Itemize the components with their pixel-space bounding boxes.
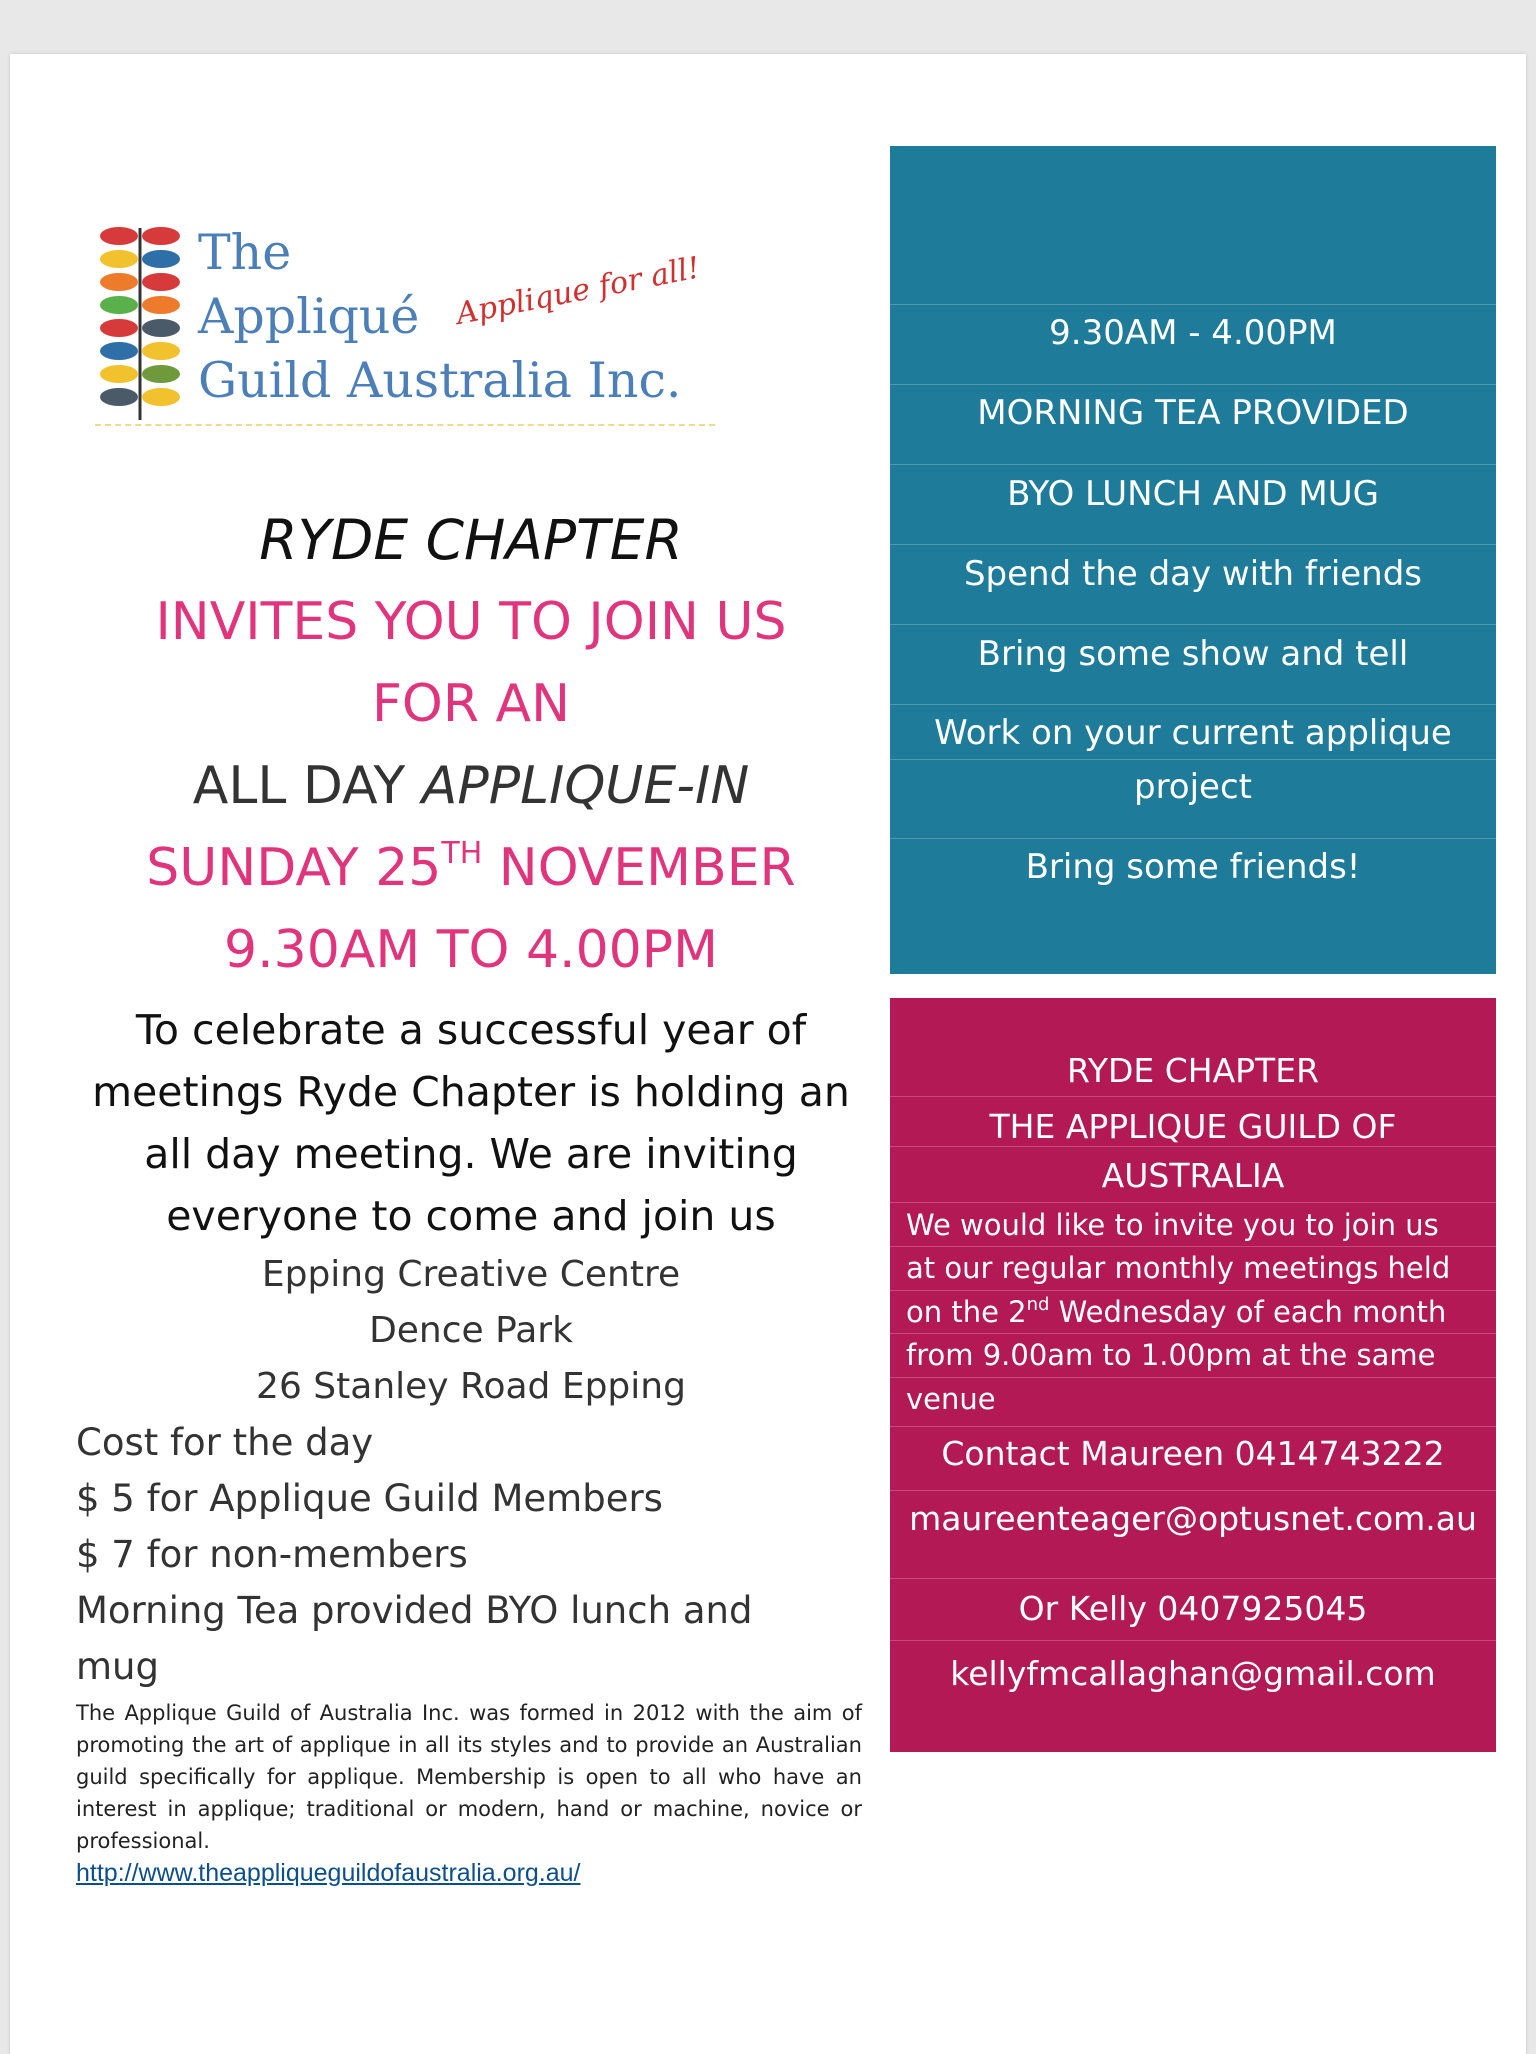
row-divider [890, 704, 1496, 705]
contact-guild-line-2: AUSTRALIA [1101, 1156, 1285, 1195]
detail-morning-tea: MORNING TEA PROVIDED [977, 393, 1409, 433]
row-divider [890, 1096, 1496, 1097]
cost-non-members: $ 7 for non-members [76, 1533, 468, 1576]
event-prefix: ALL DAY [192, 756, 422, 816]
invite-line-2: FOR AN [372, 674, 570, 734]
row-divider [890, 1578, 1496, 1579]
celebrate-line: To celebrate a successful year of [135, 1006, 807, 1054]
invite-line [890, 1291, 1486, 1335]
guild-logo [95, 219, 715, 431]
invite-line: from 9.00am to 1.00pm at the same [906, 1338, 1436, 1372]
contact-maureen: Contact Maureen 0414743222 [941, 1434, 1445, 1473]
celebrate-line: everyone to come and join us [166, 1192, 776, 1240]
details-panel [890, 146, 1496, 974]
row-divider [890, 624, 1496, 625]
email-kelly[interactable]: kellyfmcallaghan@gmail.com [950, 1654, 1436, 1693]
invite-line-1: INVITES YOU TO JOIN US [155, 592, 787, 652]
cost-note: Morning Tea provided BYO lunch and [76, 1589, 753, 1632]
logo-line-3: Guild Australia Inc. [198, 352, 682, 409]
chapter-title: RYDE CHAPTER [259, 508, 683, 572]
venue-name: Epping Creative Centre [261, 1254, 681, 1295]
row-divider [890, 1202, 1496, 1203]
detail-bring-friends: Bring some friends! [1025, 847, 1361, 887]
email-maureen[interactable]: maureenteager@optusnet.com.au [909, 1499, 1477, 1538]
date-month: NOVEMBER [482, 838, 796, 898]
detail-time: 9.30AM - 4.00PM [1049, 313, 1337, 353]
event-time: 9.30AM TO 4.00PM [224, 920, 718, 980]
event-title [76, 745, 866, 827]
cost-note-cont: mug [76, 1645, 159, 1688]
logo-wordmark [198, 221, 681, 413]
date-suffix: TH [441, 836, 483, 871]
celebrate-line: meetings Ryde Chapter is holding an [92, 1068, 850, 1116]
contact-guild-line-1: THE APPLIQUE GUILD OF [989, 1107, 1397, 1146]
invite-line: We would like to invite you to join us [906, 1208, 1439, 1242]
detail-current-project-cont: project [1133, 767, 1252, 807]
logo-divider [95, 424, 715, 426]
detail-current-project: Work on your current applique [934, 713, 1452, 753]
row-divider [890, 838, 1496, 839]
cost-members: $ 5 for Applique Guild Members [76, 1477, 663, 1520]
leaf-stem-icon [95, 224, 187, 424]
row-divider [890, 384, 1496, 385]
logo-line-2: Appliqué [198, 288, 420, 345]
row-divider [890, 304, 1496, 305]
cost-list [76, 1415, 866, 1695]
flyer-page [10, 54, 1526, 2054]
detail-show-tell: Bring some show and tell [977, 634, 1409, 674]
invite-ordinal-suffix: nd [1026, 1294, 1050, 1315]
logo-tagline: Applique for all! [453, 250, 703, 332]
detail-byo: BYO LUNCH AND MUG [1007, 474, 1379, 514]
detail-friends: Spend the day with friends [963, 554, 1423, 594]
venue-address [76, 1247, 866, 1415]
row-divider [890, 1490, 1496, 1491]
invite-ordinal: on the 2 [906, 1295, 1027, 1329]
website-link[interactable]: http://www.theappliqueguildofaustralia.org.au/ [76, 1859, 581, 1887]
contact-kelly: Or Kelly 0407925045 [1018, 1589, 1368, 1628]
invite-line: at our regular monthly meetings held [906, 1251, 1451, 1285]
invite-weekday: Wednesday of each month [1049, 1295, 1447, 1329]
contact-chapter: RYDE CHAPTER [1067, 1051, 1319, 1090]
row-divider [890, 1146, 1496, 1147]
venue-park: Dence Park [369, 1310, 573, 1351]
invite-line: venue [906, 1382, 996, 1416]
row-divider [890, 544, 1496, 545]
logo-line-1: The [198, 224, 292, 281]
event-date [76, 827, 866, 909]
date-prefix: SUNDAY 25 [146, 838, 442, 898]
event-name: APPLIQUE-IN [421, 756, 750, 816]
celebrate-line: all day meeting. We are inviting [144, 1130, 798, 1178]
cost-heading: Cost for the day [76, 1421, 374, 1464]
row-divider [890, 464, 1496, 465]
celebrate-paragraph [76, 999, 866, 1247]
contact-panel [890, 998, 1496, 1752]
about-paragraph: The Applique Guild of Australia Inc. was formed in 2012 with the aim of promoting the art of applique in all its styles and to provide an Australian guild specifically for applique. Membership is open to all who have an interest in applique; traditional or modern, hand or machine, novice or professional. [76, 1701, 862, 1853]
venue-street: 26 Stanley Road Epping [256, 1366, 686, 1407]
row-divider [890, 1640, 1496, 1641]
main-content [76, 499, 866, 1888]
row-divider [890, 1426, 1496, 1427]
